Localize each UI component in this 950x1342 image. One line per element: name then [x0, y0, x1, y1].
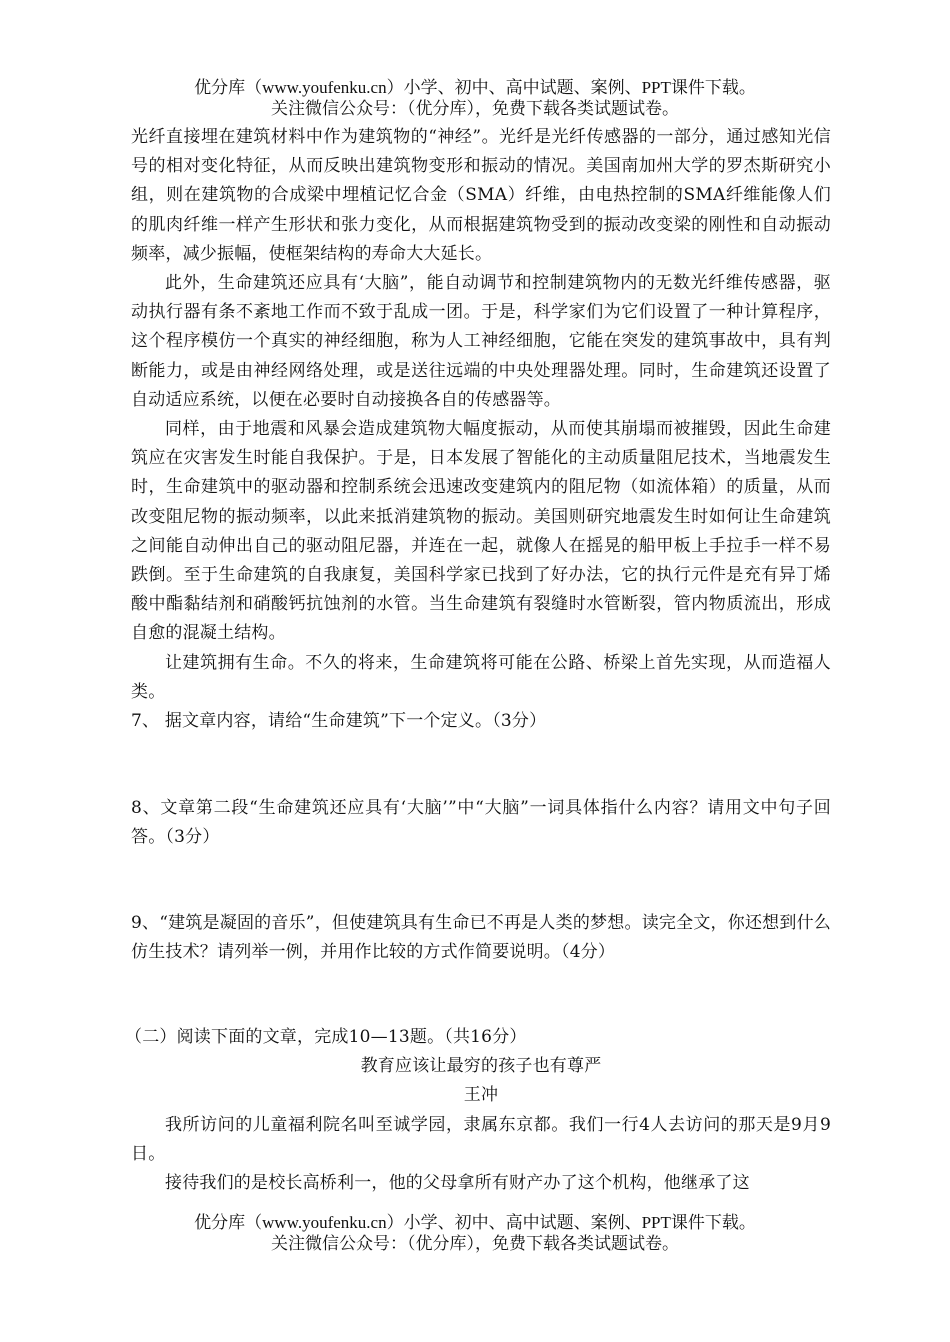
answer-space-9: [131, 967, 831, 1023]
page-header: [0, 77, 950, 119]
section-2-heading: （二）阅读下面的文章，完成10—13题。（共16分）: [125, 1027, 527, 1048]
answer-space-7: [131, 736, 831, 794]
footer-line-1: 优分库（www.youfenku.cn）小学、初中、高中试题、案例、PPT课件下载。: [194, 1213, 756, 1232]
article-paragraph-3: 同样，由于地震和风暴会造成建筑物大幅度振动，从而使其崩塌而被摧毁，因此生命建筑应在灾害发生时能自我保护。于是，日本发展了智能化的主动质量阻尼技术，当地震发生时，生命建筑中的驱动器和控制系统会迅速改变建筑内的阻尼物（如流体箱）的质量，从而改变阻尼物的振动频率，以此来抵消建筑物的振动。美国则研究地震发生时如何让生命建筑之间能自动伸出自己的驱动阻尼器，并连在一起，就像人在摇晃的船甲板上手拉手一样不易跌倒。至于生命建筑的自我康复，美国科学家已找到了好办法，它的执行元件是充有异丁烯酸中酯黏结剂和硝酸钙抗蚀剂的水管。当生命建筑有裂缝时水管断裂，管内物质流出，形成自愈的混凝土结构。: [131, 419, 831, 644]
answer-space-8: [131, 853, 831, 909]
question-9: 9、“建筑是凝固的音乐”，但使建筑具有生命已不再是人类的梦想。读完全文，你还想到什么仿生技术？请列举一例，并用作比较的方式作简要说明。（4分）: [131, 912, 831, 962]
header-line-1: 优分库（www.youfenku.cn）小学、初中、高中试题、案例、PPT课件下载。: [194, 78, 756, 97]
question-8: 8、文章第二段“生命建筑还应具有‘大脑’”中“大脑”一词具体指什么内容？请用文中句子回答。（3分）: [131, 798, 831, 848]
article-2-paragraph-1: 我所访问的儿童福利院名叫至诚学园，隶属东京都。我们一行4人去访问的那天是9月9日。: [131, 1114, 831, 1164]
article-paragraph-1: 光纤直接埋在建筑材料中作为建筑物的“神经”。光纤是光纤传感器的一部分，通过感知光信号的相对变化特征，从而反映出建筑物变形和振动的情况。美国南加州大学的罗杰斯研究小组，则在建筑物的合成梁中埋植记忆合金（SMA）纤维，由电热控制的SMA纤维能像人们的肌肉纤维一样产生形状和张力变化，从而根据建筑物受到的振动改变梁的刚性和自动振动频率，减少振幅，使框架结构的寿命大大延长。: [131, 127, 831, 264]
article-2-author: 王冲: [463, 1085, 499, 1106]
article-2-title: 教育应该让最穷的孩子也有尊严: [360, 1056, 602, 1077]
article-paragraph-4: 让建筑拥有生命。不久的将来，生命建筑将可能在公路、桥梁上首先实现，从而造福人类。: [131, 652, 831, 702]
page-footer: [0, 1212, 950, 1254]
question-7: 7、 据文章内容，请给“生命建筑”下一个定义。（3分）: [131, 711, 547, 732]
header-line-2: 关注微信公众号：（优分库），免费下载各类试题试卷。: [271, 99, 679, 118]
article-paragraph-2: 此外，生命建筑还应具有‘大脑”，能自动调节和控制建筑物内的无数光纤维传感器，驱动执行器有条不紊地工作而不致于乱成一团。于是，科学家们为它们设置了一种计算程序，这个程序模仿一个真实的神经细胞，称为人工神经细胞，它能在突发的建筑事故中，具有判断能力，或是由神经网络处理，或是送往远端的中央处理器处理。同时，生命建筑还设置了自动适应系统，以便在必要时自动接换各自的传感器等。: [131, 273, 831, 410]
article-2-paragraph-2: 接待我们的是校长高桥利一，他的父母拿所有财产办了这个机构，他继承了这: [165, 1173, 750, 1194]
footer-line-2: 关注微信公众号：（优分库），免费下载各类试题试卷。: [271, 1234, 679, 1253]
page-body: [125, 123, 831, 1198]
